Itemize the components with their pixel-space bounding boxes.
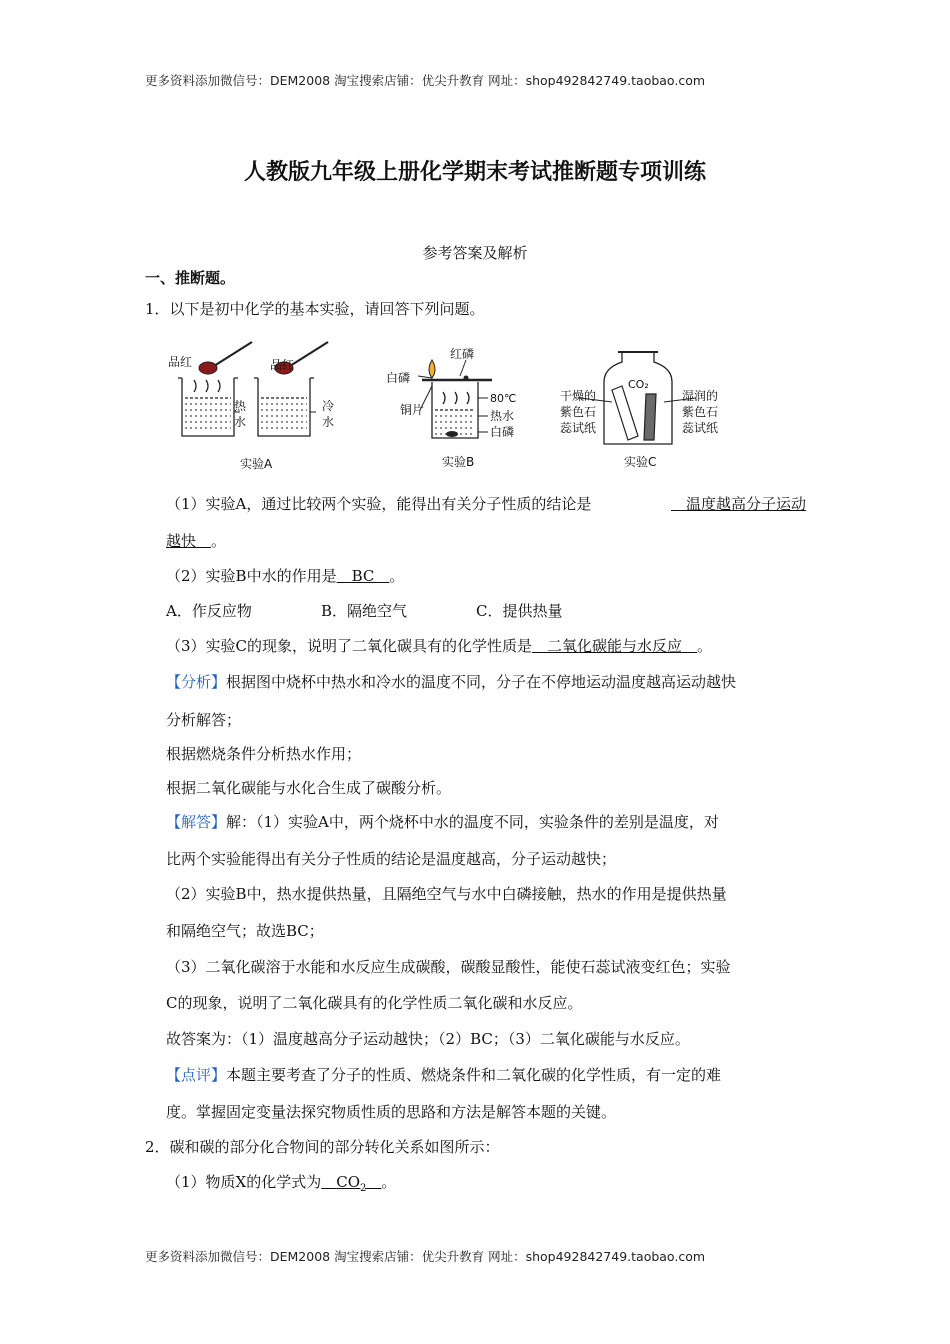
q1-part1-end: 。 (211, 532, 227, 550)
analysis-line-4: 根据二氧化碳能与水化合生成了碳酸分析。 (166, 779, 452, 797)
q2-part1-prefix: （1）物质X的化学式为 (166, 1173, 322, 1191)
q2-answer-subscript: 2 (360, 1183, 367, 1194)
flame-icon (429, 360, 435, 378)
q1-part3-prefix: （3）实验C的现象，说明了二氧化碳具有的化学性质是 (166, 637, 533, 655)
label-white-phosphorus-bottom: 白磷 (490, 425, 515, 439)
q1-part2-answer: BC (336, 567, 390, 585)
experiment-c-figure (580, 352, 696, 444)
analysis-text-1: 根据图中烧杯中热水和冷水的温度不同，分子在不停地运动温度越高运动越快 (226, 673, 737, 691)
q1-part3 (166, 636, 806, 656)
q1-part3-answer: 二氧化碳能与水反应 (532, 637, 698, 655)
document-title: 人教版九年级上册化学期末考试推断题专项训练 (243, 160, 706, 185)
label-co2: CO₂ (628, 378, 649, 391)
q1-options (166, 601, 806, 621)
comment-line-1 (166, 1065, 806, 1085)
q1-part1-prefix: （1）实验A，通过比较两个实验，能得出有关分子性质的结论是 (166, 495, 592, 513)
label-water-2: 水 (322, 415, 335, 429)
label-white-phosphorus-top: 白磷 (386, 371, 411, 385)
spoon-1 (199, 362, 217, 374)
question-2-stem: 2．碳和碳的部分化合物间的部分转化关系如图所示： (145, 1138, 500, 1156)
comment-line-2: 度。掌握固定变量法探究物质性质的思路和方法是解答本题的关键。 (166, 1103, 617, 1121)
q2-part1-end: 。 (381, 1173, 397, 1191)
label-dry-2: 紫色石 (560, 405, 597, 419)
q1-part2-end: 。 (389, 567, 405, 585)
option-c: C．提供热量 (476, 602, 563, 620)
label-dry-3: 蕊试纸 (560, 421, 597, 435)
white-phosphorus-dot (446, 431, 458, 437)
solution-line-1 (166, 812, 806, 832)
q2-part1 (166, 1172, 806, 1199)
caption-experiment-c: 实验C (624, 455, 657, 469)
solution-tag: 【解答】 (166, 813, 227, 831)
option-a: A．作反应物 (166, 602, 252, 620)
analysis-line-3: 根据燃烧条件分析热水作用； (166, 745, 362, 763)
label-temperature: 80℃ (490, 392, 517, 405)
label-wet-1: 湿润的 (682, 389, 719, 403)
q2-part1-answer (321, 1173, 381, 1194)
q2-answer-main: CO (336, 1173, 361, 1191)
label-hot: 热 (234, 399, 247, 413)
q1-part1-line2 (166, 531, 806, 551)
label-pinhong-1: 品红 (168, 355, 193, 369)
analysis-line-1 (166, 672, 806, 692)
question-1-stem: 1．以下是初中化学的基本实验，请回答下列问题。 (145, 300, 485, 318)
page-footer: 更多资料添加微信号：DEM2008 淘宝搜索店铺：优尖升教育 网址：shop492842749.taobao.com (145, 1249, 706, 1264)
q1-part1-answer-b: 越快 (166, 532, 212, 550)
section-heading: 一、推断题。 (145, 269, 236, 287)
label-wet-3: 蕊试纸 (682, 421, 719, 435)
q1-part1-answer-a: 温度越高分子运动 (670, 495, 806, 513)
q1-part2 (166, 566, 806, 586)
comment-text-1: 本题主要考查了分子的性质、燃烧条件和二氧化碳的化学性质，有一定的难 (226, 1066, 722, 1084)
q1-part1-line1 (166, 494, 806, 514)
q1-part2-prefix: （2）实验B中水的作用是 (166, 567, 337, 585)
answer-summary: 故答案为：（1）温度越高分子运动越快；（2）BC；（3）二氧化碳能与水反应。 (166, 1030, 690, 1048)
caption-experiment-a: 实验A (240, 457, 273, 471)
option-b: B．隔绝空气 (321, 602, 408, 620)
comment-tag: 【点评】 (166, 1066, 227, 1084)
analysis-line-2: 分析解答； (166, 711, 242, 729)
q1-part3-end: 。 (697, 637, 713, 655)
red-phosphorus-dot (464, 376, 469, 381)
solution-line-6: C的现象，说明了二氧化碳具有的化学性质二氧化碳和水反应。 (166, 994, 583, 1012)
label-hot-water: 热水 (490, 409, 515, 423)
caption-experiment-b: 实验B (442, 455, 475, 469)
wet-litmus-paper (644, 394, 656, 440)
label-red-phosphorus: 红磷 (450, 347, 475, 361)
label-water-1: 水 (234, 415, 247, 429)
experiment-a-figure (178, 342, 328, 436)
analysis-tag: 【分析】 (166, 673, 227, 691)
solution-line-3: （2）实验B中，热水提供热量，且隔绝空气与水中白磷接触，热水的作用是提供热量 (166, 885, 727, 903)
label-cold: 冷 (322, 399, 335, 413)
label-wet-2: 紫色石 (682, 405, 719, 419)
label-copper: 铜片 (400, 403, 425, 417)
page-header: 更多资料添加微信号：DEM2008 淘宝搜索店铺：优尖升教育 网址：shop492842749.taobao.com (145, 73, 706, 88)
solution-line-5: （3）二氧化碳溶于水能和水反应生成碳酸，碳酸显酸性，能使石蕊试液变红色；实验 (166, 958, 731, 976)
solution-line-2: 比两个实验能得出有关分子性质的结论是温度越高，分子运动越快； (166, 850, 617, 868)
label-pinhong-2: 品红 (270, 358, 295, 372)
solution-text-1: 解：（1）实验A中，两个烧杯中水的温度不同，实验条件的差别是温度，对 (226, 813, 719, 831)
dry-litmus-paper (612, 386, 638, 440)
solution-line-4: 和隔绝空气；故选BC； (166, 922, 324, 940)
label-dry-1: 干燥的 (560, 389, 597, 403)
document-subtitle: 参考答案及解析 (422, 244, 528, 262)
experiment-figure (160, 340, 760, 475)
